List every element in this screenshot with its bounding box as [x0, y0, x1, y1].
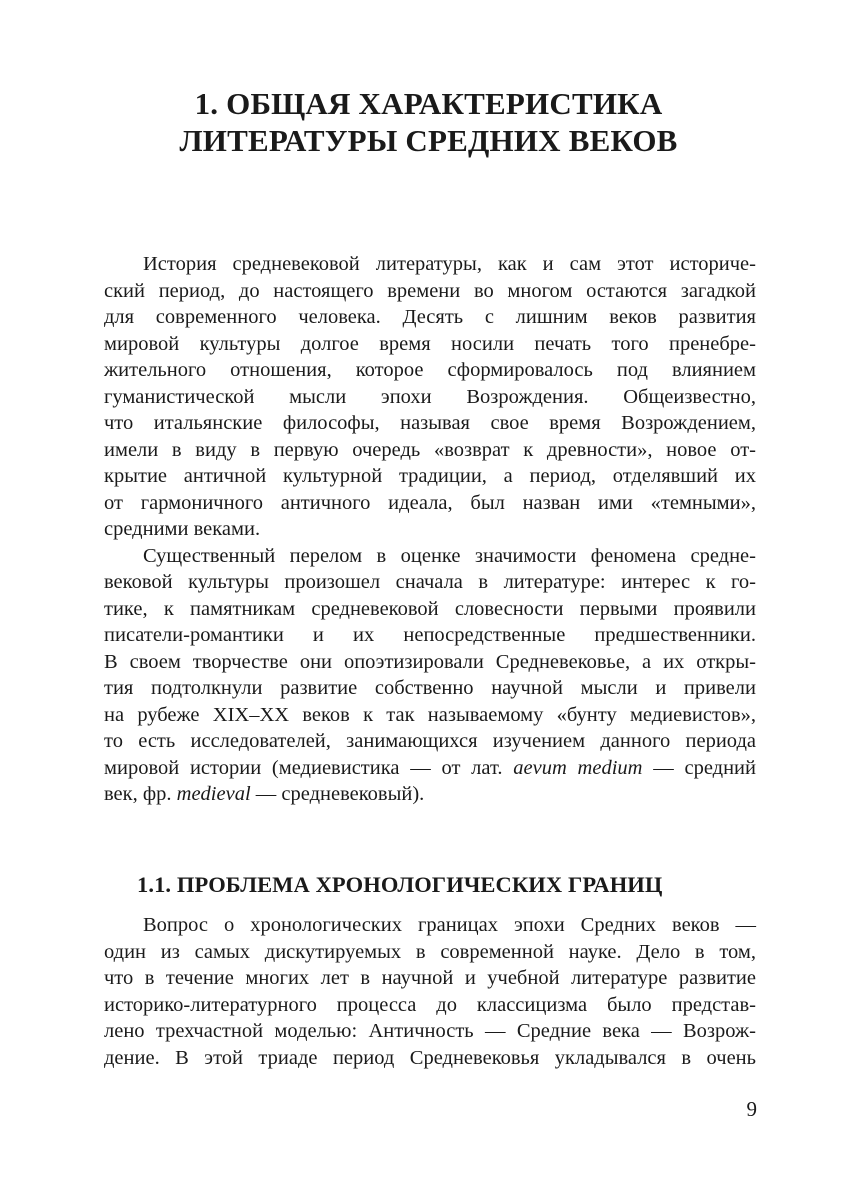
text-line: вековой культуры произошел сначала в литературе: интерес к го- [104, 571, 756, 593]
text-line: что итальянские философы, называя свое время Возрождением, [104, 412, 756, 434]
text-line: жительного отношения, которое сформировалось под влиянием [104, 359, 756, 381]
text-run: — средний [642, 756, 756, 779]
text-line: что в течение многих лет в научной и учебной литературе развитие [104, 967, 756, 989]
text-line: историко-литературного процесса до классицизма было представ- [104, 993, 756, 1016]
french-term: medieval [176, 783, 251, 805]
text-line: Существенный перелом в оценке значимости феномена средне- [143, 544, 756, 567]
chapter-title-line-1: 1. ОБЩАЯ ХАРАКТЕРИСТИКА [194, 86, 663, 121]
text-line: мировой культуры долгое время носили печать того пренебре- [104, 332, 756, 355]
chapter-title [100, 85, 757, 159]
text-run: мировой истории (медиевистика — от лат. [104, 756, 514, 779]
text-line [104, 781, 756, 808]
text-line: История средневековой литературы, как и сам этот историче- [143, 253, 756, 275]
intro-paragraph-1 [104, 251, 756, 543]
text-run: — средневековый). [250, 783, 425, 805]
text-line: лено трехчастной моделью: Античность — Средние века — Возрож- [104, 1020, 756, 1042]
text-line: гуманистической мысли эпохи Возрождения. Общеизвестно, [104, 385, 756, 408]
section-text [104, 912, 756, 1071]
text-line [104, 755, 756, 782]
text-line: В своем творчестве они опоэтизировали Средневековье, а их откры- [104, 650, 756, 673]
text-line: тике, к памятникам средневековой словесности первыми проявили [104, 597, 756, 620]
intro-paragraph-2 [104, 543, 756, 808]
text-run: век, фр. [104, 783, 177, 805]
text-line: писатели-романтики и их непосредственные предшественники. [104, 624, 756, 646]
text-line: средними веками. [104, 518, 261, 540]
text-line: ский период, до настоящего времени во многом остаются загадкой [104, 279, 756, 302]
intro-text [104, 251, 756, 808]
section-paragraph-1 [104, 912, 756, 1071]
latin-term: aevum medium [513, 756, 643, 779]
section-title: 1.1. ПРОБЛЕМА ХРОНОЛОГИЧЕСКИХ ГРАНИЦ [137, 872, 663, 897]
text-line: то есть исследователей, занимающихся изучением данного периода [104, 730, 756, 752]
text-line: дение. В этой триаде период Средневековья укладывался в очень [104, 1046, 756, 1069]
text-line: крытие античной культурной традиции, а период, отделявший их [104, 465, 756, 487]
text-line: Вопрос о хронологических границах эпохи Средних веков — [143, 914, 756, 936]
text-line: от гармоничного античного идеала, был назван ими «темными», [104, 491, 756, 514]
text-line: для современного человека. Десять с лишним веков развития [104, 306, 756, 328]
chapter-title-line-2: ЛИТЕРАТУРЫ СРЕДНИХ ВЕКОВ [179, 123, 678, 158]
page-number: 9 [746, 1097, 757, 1121]
text-line: имели в виду в первую очередь «возврат к древности», новое от- [104, 438, 756, 461]
text-line: один из самых дискутируемых в современной науке. Дело в том, [104, 940, 756, 963]
text-line: на рубеже XIX–XX веков к так называемому «бунту медиевистов», [104, 703, 756, 726]
text-line: тия подтолкнули развитие собственно научной мысли и привели [104, 677, 756, 699]
